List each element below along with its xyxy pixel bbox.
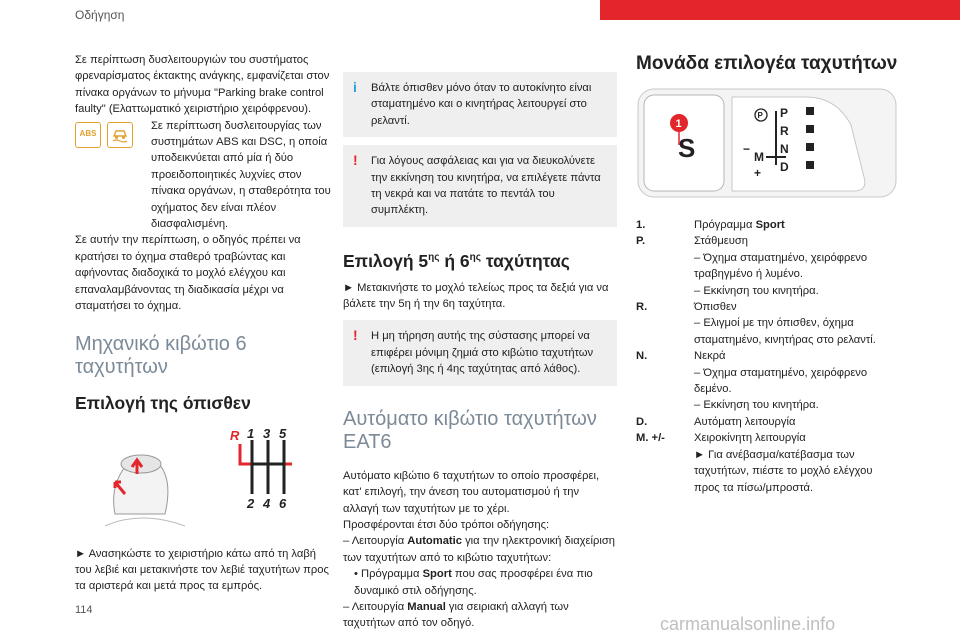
- legend-term: R.: [636, 301, 648, 314]
- selector-unit-heading: Μονάδα επιλογέα ταχυτήτων: [636, 53, 898, 74]
- gear-label-2: 2: [247, 495, 255, 511]
- mode-automatic: – Λειτουργία Automatic για την ηλεκτρονική διαχείριση των ταχυτήτων από το κιβώτιο ταχυτήτων:: [343, 535, 615, 564]
- legend-term: 1.: [636, 219, 646, 231]
- abs-dsc-fault-text: Σε περίπτωση δυσλειτουργίας των συστημάτων ABS και DSC, η οποία υποδεικνύεται από μία ή δύο προειδοποιητικές λυχνίες στον πίνακα οργάνων, η σταθερότητα του οχήματος δεν είναι πλέον διασφαλισμένη.: [151, 119, 331, 231]
- legend-description: Όπισθεν – Ελιγμοί με την όπισθεν, όχημα σταματημένο, κινητήρας στο ρελαντί.: [694, 299, 898, 348]
- gear-label-4: 4: [263, 495, 271, 511]
- header-accent-bar: [600, 0, 960, 20]
- gear-label-r: R: [230, 427, 240, 443]
- gear-lever-illustration: [75, 422, 331, 542]
- selector-n: N: [780, 142, 789, 156]
- legend-line: – Όχημα σταματημένο, χειρόφρενο τραβηγμένο ή λυμένο.: [694, 251, 868, 281]
- callout-number: 1: [675, 118, 682, 130]
- reverse-selection-heading: Επιλογή της όπισθεν: [75, 392, 251, 413]
- legend-line: – Εκκίνηση του κινητήρα.: [694, 399, 819, 412]
- warning-icons: [75, 122, 133, 148]
- svg-text:P: P: [757, 111, 763, 120]
- selector-r: R: [780, 124, 789, 138]
- selector-plus: +: [754, 166, 762, 180]
- legend-term: P.: [636, 235, 646, 248]
- manual-gearbox-heading: Μηχανικό κιβώτιο 6 ταχυτήτων: [75, 332, 247, 378]
- mode-sport-program: • Πρόγραμμα Sport που σας προσφέρει ένα πιο δυναμικό στιλ οδήγησης.: [354, 568, 593, 597]
- legend-term: M. +/-: [636, 432, 665, 445]
- legend-line: – Όχημα σταματημένο, χειρόφρενο δεμένο.: [694, 366, 868, 396]
- info-callout-reverse: [343, 72, 617, 137]
- gear-pattern-diagram: [230, 426, 292, 511]
- warning-callout-gearbox-text: Η μη τήρηση αυτής της σύστασης μπορεί να επιφέρει μόνιμη ζημιά στο κιβώτιο ταχυτήτων (επιλογή 3ης ή 4ης ταχύτητας από λάθος).: [371, 330, 594, 376]
- gear-knob-drawing: [105, 455, 185, 526]
- abs-warning-icon: ABS: [75, 122, 101, 148]
- watermark: carmanualsonline.info: [660, 614, 836, 634]
- driver-instruction-text: Σε αυτήν την περίπτωση, ο οδηγός πρέπει να κρατήσει το όχημα σταθερό τραβώντας και αφήνοντας διαδοχικά το μοχλό ελέγχου και επαναλαμβάνοντας τη διαδικασία μέχρι να σταματήσει το όχημα.: [75, 234, 301, 313]
- sport-button-label: S: [678, 133, 696, 163]
- selector-p: P: [780, 106, 789, 120]
- warning-icon: !: [353, 152, 358, 169]
- selector-legend: [636, 217, 898, 496]
- section-title: Οδήγηση: [75, 8, 125, 22]
- dsc-warning-icon: [107, 122, 133, 148]
- legend-line: – Ελιγμοί με την όπισθεν, όχημα σταματημένο, κινητήρας στο ρελαντί.: [694, 317, 876, 346]
- legend-term: N.: [636, 350, 648, 363]
- column-left: [75, 52, 331, 595]
- auto-gearbox-heading: Αυτόματο κιβώτιο ταχυτήτων EAT6: [343, 407, 597, 453]
- gear-5-6-heading: Επιλογή $5^{\eta\varsigma}$ ή $6^{\eta\varsigma}$ ταχύτητας: [343, 250, 570, 271]
- selector-minus: −: [743, 142, 751, 156]
- gear-label-3: 3: [263, 425, 271, 441]
- parking-brake-fault-text: Σε περίπτωση δυσλειτουργιών του συστήματος φρεναρίσματος έκτακτης ανάγκης, εμφανίζεται στον πίνακα οργάνων το μήνυμα "Parking brake control faulty" (Ελαττωματικό χειριστήριο χειρόφρενου).: [75, 54, 330, 116]
- legend-line: – Εκκίνηση του κινητήρα.: [694, 284, 819, 297]
- auto-gearbox-intro: Αυτόματο κιβώτιο 6 ταχυτήτων το οποίο προσφέρει, κατ' επιλογή, την άνεση του αυτοματισμού ή την αλλαγή των ταχυτήτων με το χέρι.: [343, 469, 600, 515]
- reverse-instruction-text: ► Ανασηκώστε το χειριστήριο κάτω από τη λαβή του λεβιέ και μετακινήστε τον λεβιέ ταχυτήτων προς τα αριστερά και μετά προς τα εμπρός.: [75, 547, 329, 593]
- selector-d: D: [780, 160, 789, 174]
- info-callout-text: Βάλτε όπισθεν μόνο όταν το αυτοκίνητο είναι σταματημένο και ο κινητήρας λειτουργεί στο ρελαντί.: [371, 82, 592, 127]
- legend-description: Πρόγραμμα Sport: [694, 219, 785, 231]
- warning-icon: !: [353, 327, 358, 344]
- legend-description: Νεκρά – Όχημα σταματημένο, χειρόφρενο δεμένο. – Εκκίνηση του κινητήρα.: [694, 348, 898, 414]
- info-icon: i: [353, 79, 357, 95]
- warning-callout-neutral: [343, 145, 617, 227]
- legend-line: ► Για ανέβασμα/κατέβασμα των ταχυτήτων, πιέστε το μοχλό ελέγχου προς τα πίσω/μπροστά.: [694, 448, 873, 494]
- legend-term: D.: [636, 415, 648, 428]
- page-number: 114: [75, 604, 93, 616]
- legend-description: Χειροκίνητη λειτουργία ► Για ανέβασμα/κατέβασμα των ταχυτήτων, πιέστε το μοχλό ελέγχου προς τα πίσω/μπροστά.: [694, 430, 898, 496]
- legend-description: Στάθμευση – Όχημα σταματημένο, χειρόφρενο τραβηγμένο ή λυμένο. – Εκκίνηση του κινητήρα.: [694, 233, 898, 299]
- selector-m: M: [754, 150, 764, 164]
- gear-5-6-instruction: ► Μετακινήστε το μοχλό τελείως προς τα δεξιά για να βάλετε την 5η ή την 6η ταχύτητα.: [343, 281, 609, 311]
- warning-callout-text: Για λόγους ασφάλειας και για να διευκολύνετε την εκκίνηση του κινητήρα, να επιλέγετε πάντα τη νεκρά και να πατάτε το πεντάλ του συμπλέκτη.: [371, 155, 601, 217]
- gear-label-6: 6: [279, 495, 287, 511]
- gear-label-1: 1: [247, 425, 255, 441]
- gear-selector-illustration: [636, 85, 898, 203]
- legend-description: Αυτόματη λειτουργία: [694, 415, 796, 428]
- column-middle: [343, 72, 617, 632]
- gear-label-5: 5: [279, 425, 287, 441]
- warning-callout-gearbox: [343, 320, 617, 385]
- column-right: [636, 52, 898, 496]
- driving-modes-intro: Προσφέρονται έτσι δύο τρόποι οδήγησης:: [343, 518, 550, 531]
- mode-manual: – Λειτουργία Manual για σειριακή αλλαγή των ταχυτήτων από τον οδηγό.: [343, 600, 569, 630]
